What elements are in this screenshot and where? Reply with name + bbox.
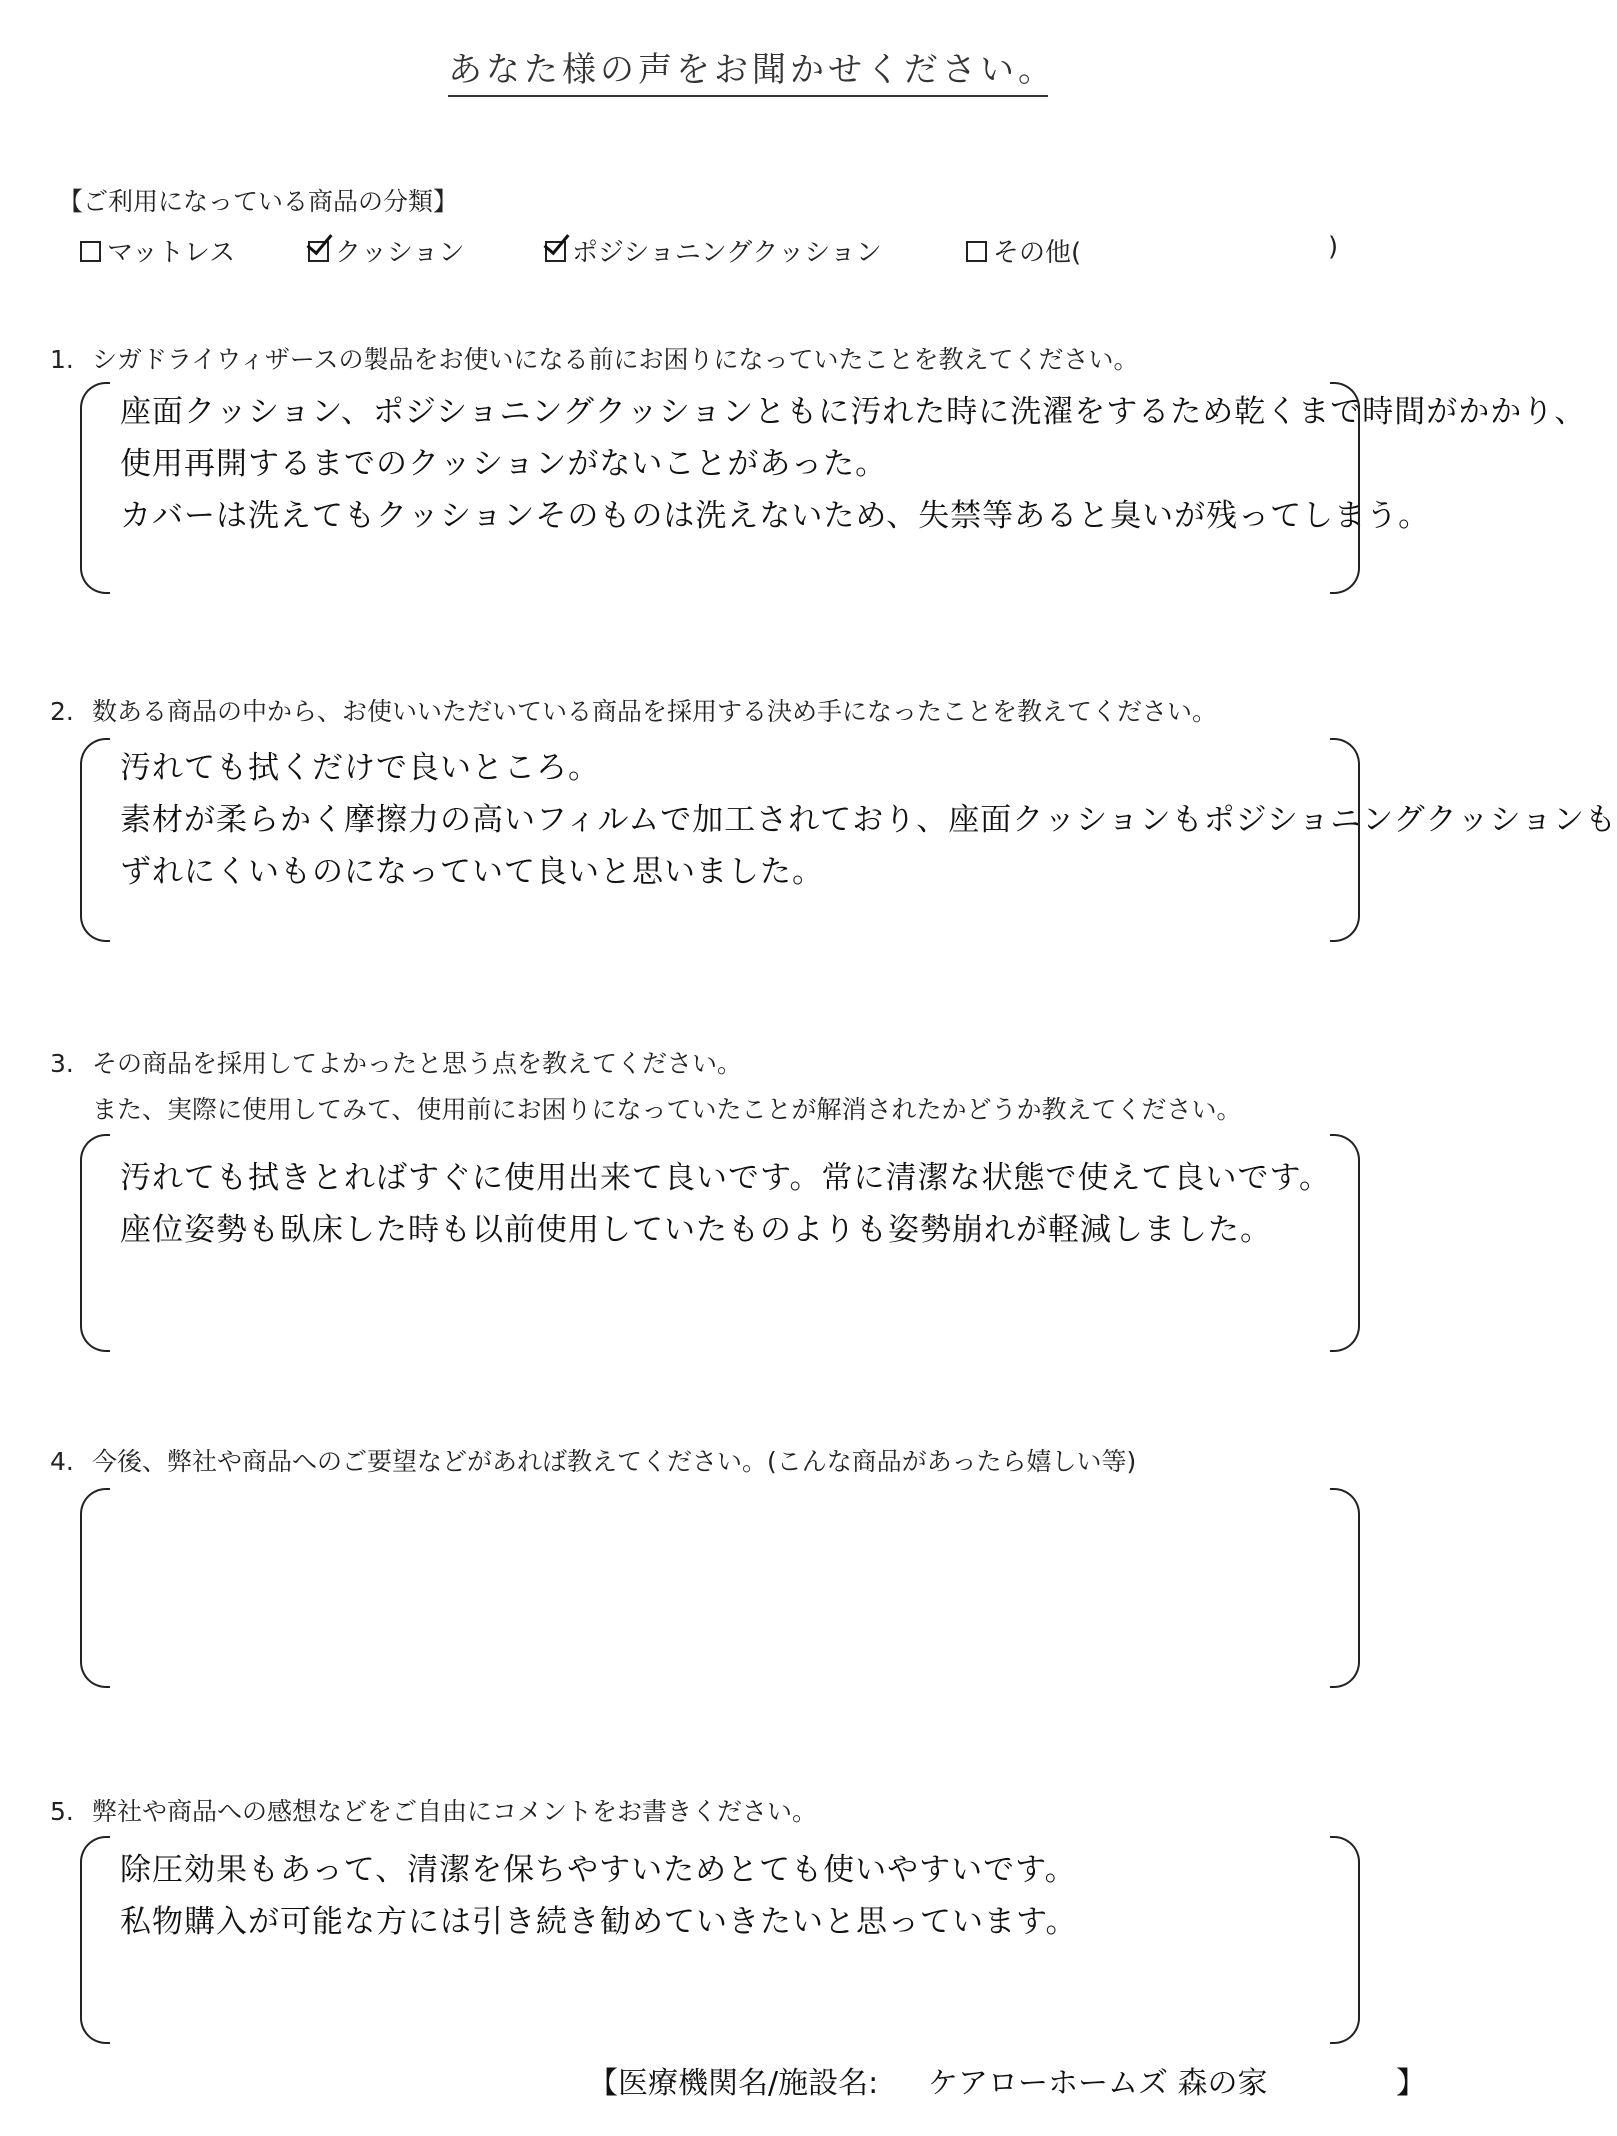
option-mattress-label: マットレス [107, 238, 236, 268]
question-3-text-2: また、実際に使用してみて、使用前にお困りになっていたことが解消されたかどうか教えてください。 [92, 1095, 1242, 1124]
question-3 [50, 1044, 742, 1080]
answer-2-line: ずれにくいものになっていて良いと思いました。 [120, 854, 824, 890]
answer-2-line: 素材が柔らかく摩擦力の高いフィルムで加工されており、座面クッションもポジショニングクッションも [120, 802, 1617, 838]
checkbox-other[interactable] [966, 241, 987, 262]
checkbox-cushion[interactable] [308, 241, 329, 262]
question-5 [50, 1792, 817, 1828]
option-other-close: ) [1328, 232, 1339, 262]
answer-3-box[interactable] [80, 1134, 1360, 1352]
answer-5-line: 除圧効果もあって、清潔を保ちやすいためとても使いやすいです。 [120, 1852, 1077, 1888]
page-title: あなた様の声をお聞かせください。 [448, 42, 1048, 97]
option-cushion-label: クッション [335, 238, 465, 268]
option-positioning-cushion-label: ポジショニングクッション [572, 238, 882, 268]
question-5-number: 5. [50, 1797, 74, 1826]
question-2 [50, 692, 1217, 728]
answer-4-box[interactable] [80, 1488, 1360, 1688]
footer-close: 】 [1396, 2066, 1426, 2101]
question-1-text: シガドライウィザースの製品をお使いになる前にお困りになっていたことを教えてください。 [92, 345, 1139, 374]
answer-1-box[interactable] [80, 382, 1587, 594]
answer-2-line: 汚れても拭くだけで良いところ。 [120, 750, 600, 786]
answer-1-line: 座面クッション、ポジショニングクッションともに汚れた時に洗濯をするため乾くまで時間がかかり、 [120, 394, 1587, 430]
option-mattress[interactable] [80, 232, 235, 269]
answer-5-box[interactable] [80, 1836, 1360, 2044]
question-4 [50, 1442, 1136, 1478]
category-header: 【ご利用になっている商品の分類】 [58, 187, 459, 216]
question-3-text: その商品を採用してよかったと思う点を教えてください。 [92, 1049, 743, 1078]
answer-5-line: 私物購入が可能な方には引き続き勧めていきたいと思っています。 [120, 1904, 1078, 1940]
footer-facility: ケアローホームズ 森の家 [928, 2066, 1268, 2101]
question-2-number: 2. [50, 697, 74, 726]
answer-3-line: 座位姿勢も臥床した時も以前使用していたものよりも姿勢崩れが軽減しました。 [120, 1212, 1272, 1248]
answer-1-line: カバーは洗えてもクッションそのものは洗えないため、失禁等あると臭いが残ってしまう。 [120, 498, 1431, 534]
checkbox-positioning-cushion[interactable] [545, 241, 566, 262]
checkbox-mattress[interactable] [80, 241, 101, 262]
answer-3-line: 汚れても拭きとればすぐに使用出来て良いです。常に清潔な状態で使えて良いです。 [120, 1160, 1332, 1196]
option-positioning-cushion[interactable] [545, 232, 882, 269]
question-5-text: 弊社や商品への感想などをご自由にコメントをお書きください。 [92, 1797, 818, 1826]
question-3-number: 3. [50, 1049, 74, 1078]
question-2-text: 数ある商品の中から、お使いいただいている商品を採用する決め手になったことを教えてください。 [92, 697, 1218, 726]
question-4-text: 今後、弊社や商品へのご要望などがあれば教えてください。(こんな商品があったら嬉しい等) [92, 1447, 1137, 1476]
question-1 [50, 340, 1139, 376]
footer-label: 【医療機関名/施設名: [588, 2066, 879, 2101]
answer-2-box[interactable] [80, 738, 1617, 942]
question-1-number: 1. [50, 345, 74, 374]
option-other[interactable] [966, 232, 1081, 269]
option-other-label: その他( [993, 238, 1082, 268]
option-cushion[interactable] [308, 232, 464, 269]
answer-1-line: 使用再開するまでのクッションがないことがあった。 [120, 446, 888, 482]
question-4-number: 4. [50, 1447, 74, 1476]
